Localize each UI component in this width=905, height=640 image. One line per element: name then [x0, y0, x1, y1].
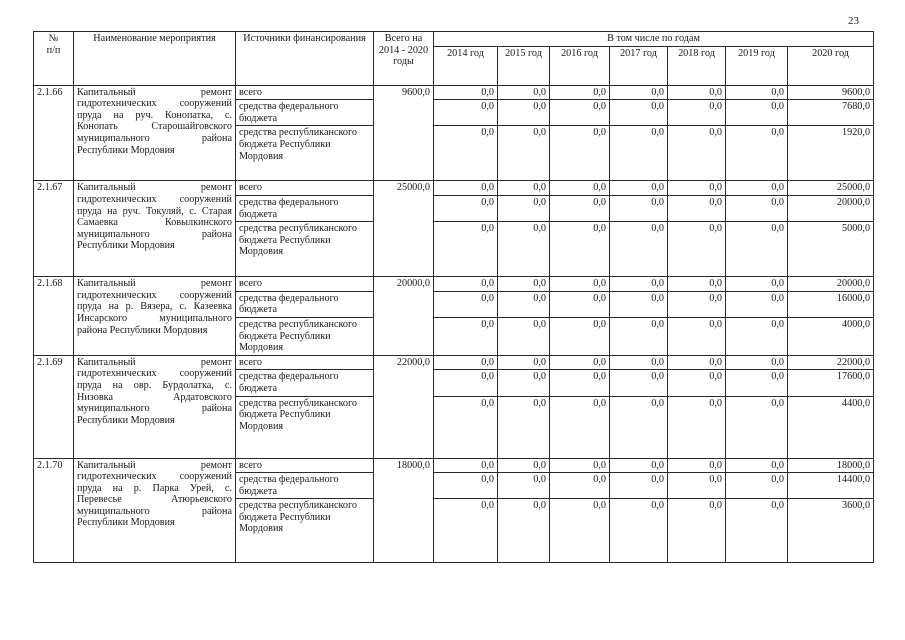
year-value: 14400,0 [788, 473, 874, 499]
table-row [34, 181, 874, 196]
entry-total: 18000,0 [374, 458, 434, 563]
financing-source: средства республиканского бюджета Республики Мордовия [236, 396, 374, 458]
year-value: 0,0 [610, 222, 668, 277]
year-value: 0,0 [550, 195, 610, 221]
header-year: 2017 год [610, 46, 668, 85]
year-value: 0,0 [550, 370, 610, 396]
year-value: 0,0 [668, 195, 726, 221]
year-value: 0,0 [610, 458, 668, 473]
year-value: 0,0 [668, 499, 726, 563]
year-value: 0,0 [550, 473, 610, 499]
year-value: 0,0 [434, 396, 498, 458]
year-value: 0,0 [610, 355, 668, 370]
year-value: 0,0 [434, 126, 498, 181]
year-value: 0,0 [434, 195, 498, 221]
year-value: 0,0 [498, 355, 550, 370]
year-value: 0,0 [610, 126, 668, 181]
header-total: Всего на 2014 - 2020 годы [374, 32, 434, 86]
year-value: 0,0 [550, 277, 610, 292]
financing-source: средства республиканского бюджета Республики Мордовия [236, 499, 374, 563]
year-value: 20000,0 [788, 277, 874, 292]
year-value: 0,0 [434, 355, 498, 370]
header-year: 2018 год [668, 46, 726, 85]
year-value: 25000,0 [788, 181, 874, 196]
entry-total: 20000,0 [374, 277, 434, 356]
year-value: 0,0 [668, 355, 726, 370]
year-value: 0,0 [610, 181, 668, 196]
year-value: 0,0 [726, 126, 788, 181]
entry-name: Капитальный ремонт гидротехнических сооружений пруда на руч. Конопатка, с. Конопать Старошайговского муниципального района Республики Мордовия [74, 85, 236, 181]
financing-source: всего [236, 181, 374, 196]
entry-code: 2.1.68 [34, 277, 74, 356]
year-value: 0,0 [610, 100, 668, 126]
year-value: 0,0 [498, 222, 550, 277]
year-value: 0,0 [668, 181, 726, 196]
year-value: 0,0 [550, 181, 610, 196]
year-value: 0,0 [434, 222, 498, 277]
year-value: 20000,0 [788, 195, 874, 221]
year-value: 0,0 [668, 100, 726, 126]
entry-code: 2.1.66 [34, 85, 74, 181]
entry-code: 2.1.67 [34, 181, 74, 277]
financing-source: средства федерального бюджета [236, 291, 374, 317]
year-value: 0,0 [434, 458, 498, 473]
year-value: 0,0 [668, 370, 726, 396]
year-value: 0,0 [550, 291, 610, 317]
year-value: 0,0 [668, 291, 726, 317]
year-value: 0,0 [498, 291, 550, 317]
year-value: 0,0 [498, 195, 550, 221]
financing-source: всего [236, 277, 374, 292]
table-row [34, 277, 874, 292]
year-value: 0,0 [726, 317, 788, 355]
year-value: 17600,0 [788, 370, 874, 396]
year-value: 0,0 [550, 396, 610, 458]
year-value: 0,0 [610, 473, 668, 499]
year-value: 0,0 [550, 317, 610, 355]
year-value: 0,0 [550, 85, 610, 100]
header-year: 2020 год [788, 46, 874, 85]
year-value: 0,0 [610, 499, 668, 563]
entry-code: 2.1.70 [34, 458, 74, 563]
year-value: 16000,0 [788, 291, 874, 317]
year-value: 0,0 [668, 458, 726, 473]
financing-source: средства федерального бюджета [236, 473, 374, 499]
year-value: 0,0 [498, 85, 550, 100]
header-financing-source: Источники финансирования [236, 32, 374, 86]
year-value: 0,0 [668, 222, 726, 277]
financing-source: средства федерального бюджета [236, 100, 374, 126]
year-value: 0,0 [498, 370, 550, 396]
year-value: 0,0 [498, 126, 550, 181]
financing-source: средства республиканского бюджета Республики Мордовия [236, 126, 374, 181]
table-row [34, 85, 874, 100]
entry-name: Капитальный ремонт гидротехнических сооружений пруда на руч. Токуляй, с. Старая Самаевка Ковылкинского муниципального района Республики Мордовия [74, 181, 236, 277]
year-value: 18000,0 [788, 458, 874, 473]
entry-name: Капитальный ремонт гидротехнических сооружений пруда на р. Парка Урей, с. Перевесье Атюрьевского муниципального района Республики Мордовия [74, 458, 236, 563]
header-years-group: В том числе по годам [434, 32, 874, 47]
header-year: 2016 год [550, 46, 610, 85]
year-value: 0,0 [498, 277, 550, 292]
year-value: 0,0 [726, 355, 788, 370]
year-value: 0,0 [498, 396, 550, 458]
year-value: 7680,0 [788, 100, 874, 126]
year-value: 0,0 [726, 100, 788, 126]
header-event-name: Наименование мероприятия [74, 32, 236, 86]
year-value: 0,0 [434, 85, 498, 100]
year-value: 22000,0 [788, 355, 874, 370]
financing-table [33, 31, 874, 563]
header-year: 2015 год [498, 46, 550, 85]
financing-source: всего [236, 85, 374, 100]
year-value: 4000,0 [788, 317, 874, 355]
year-value: 0,0 [498, 181, 550, 196]
year-value: 0,0 [550, 499, 610, 563]
year-value: 0,0 [726, 85, 788, 100]
year-value: 0,0 [726, 396, 788, 458]
financing-source: средства республиканского бюджета Республики Мордовия [236, 222, 374, 277]
year-value: 0,0 [726, 181, 788, 196]
year-value: 0,0 [498, 473, 550, 499]
table-header [34, 32, 874, 86]
table-row [34, 355, 874, 370]
entry-code: 2.1.69 [34, 355, 74, 458]
year-value: 0,0 [610, 317, 668, 355]
year-value: 0,0 [434, 317, 498, 355]
year-value: 0,0 [550, 355, 610, 370]
year-value: 0,0 [610, 85, 668, 100]
year-value: 0,0 [434, 291, 498, 317]
year-value: 0,0 [726, 291, 788, 317]
year-value: 0,0 [668, 396, 726, 458]
year-value: 0,0 [668, 85, 726, 100]
table-body [34, 85, 874, 563]
year-value: 0,0 [610, 195, 668, 221]
year-value: 9600,0 [788, 85, 874, 100]
year-value: 0,0 [434, 499, 498, 563]
year-value: 0,0 [668, 277, 726, 292]
year-value: 0,0 [498, 499, 550, 563]
year-value: 0,0 [550, 100, 610, 126]
entry-total: 22000,0 [374, 355, 434, 458]
year-value: 0,0 [434, 277, 498, 292]
table-row [34, 458, 874, 473]
year-value: 0,0 [550, 222, 610, 277]
financing-source: средства федерального бюджета [236, 370, 374, 396]
year-value: 0,0 [726, 195, 788, 221]
year-value: 0,0 [668, 126, 726, 181]
entry-total: 9600,0 [374, 85, 434, 181]
year-value: 0,0 [434, 473, 498, 499]
year-value: 0,0 [726, 499, 788, 563]
financing-source: всего [236, 355, 374, 370]
year-value: 0,0 [726, 370, 788, 396]
year-value: 1920,0 [788, 126, 874, 181]
year-value: 5000,0 [788, 222, 874, 277]
header-number: № п/п [34, 32, 74, 86]
year-value: 0,0 [610, 291, 668, 317]
entry-name: Капитальный ремонт гидротехнических сооружений пруда на р. Вязера, с. Казеевка Инсарского муниципального района Республики Мордовия [74, 277, 236, 356]
year-value: 0,0 [726, 458, 788, 473]
year-value: 0,0 [498, 100, 550, 126]
year-value: 0,0 [726, 277, 788, 292]
entry-name: Капитальный ремонт гидротехнических сооружений пруда на овр. Бурдолатка, с. Низовка Ардатовского муниципального района Республики Мордовия [74, 355, 236, 458]
year-value: 0,0 [498, 458, 550, 473]
year-value: 0,0 [498, 317, 550, 355]
header-year: 2019 год [726, 46, 788, 85]
year-value: 0,0 [434, 181, 498, 196]
financing-source: всего [236, 458, 374, 473]
year-value: 0,0 [610, 396, 668, 458]
year-value: 0,0 [434, 100, 498, 126]
year-value: 0,0 [668, 473, 726, 499]
year-value: 4400,0 [788, 396, 874, 458]
year-value: 0,0 [726, 222, 788, 277]
year-value: 0,0 [726, 473, 788, 499]
financing-source: средства республиканского бюджета Республики Мордовия [236, 317, 374, 355]
year-value: 3600,0 [788, 499, 874, 563]
year-value: 0,0 [550, 458, 610, 473]
financing-source: средства федерального бюджета [236, 195, 374, 221]
entry-total: 25000,0 [374, 181, 434, 277]
year-value: 0,0 [668, 317, 726, 355]
year-value: 0,0 [434, 370, 498, 396]
page-number: 23 [848, 15, 859, 27]
year-value: 0,0 [550, 126, 610, 181]
year-value: 0,0 [610, 370, 668, 396]
header-year: 2014 год [434, 46, 498, 85]
year-value: 0,0 [610, 277, 668, 292]
